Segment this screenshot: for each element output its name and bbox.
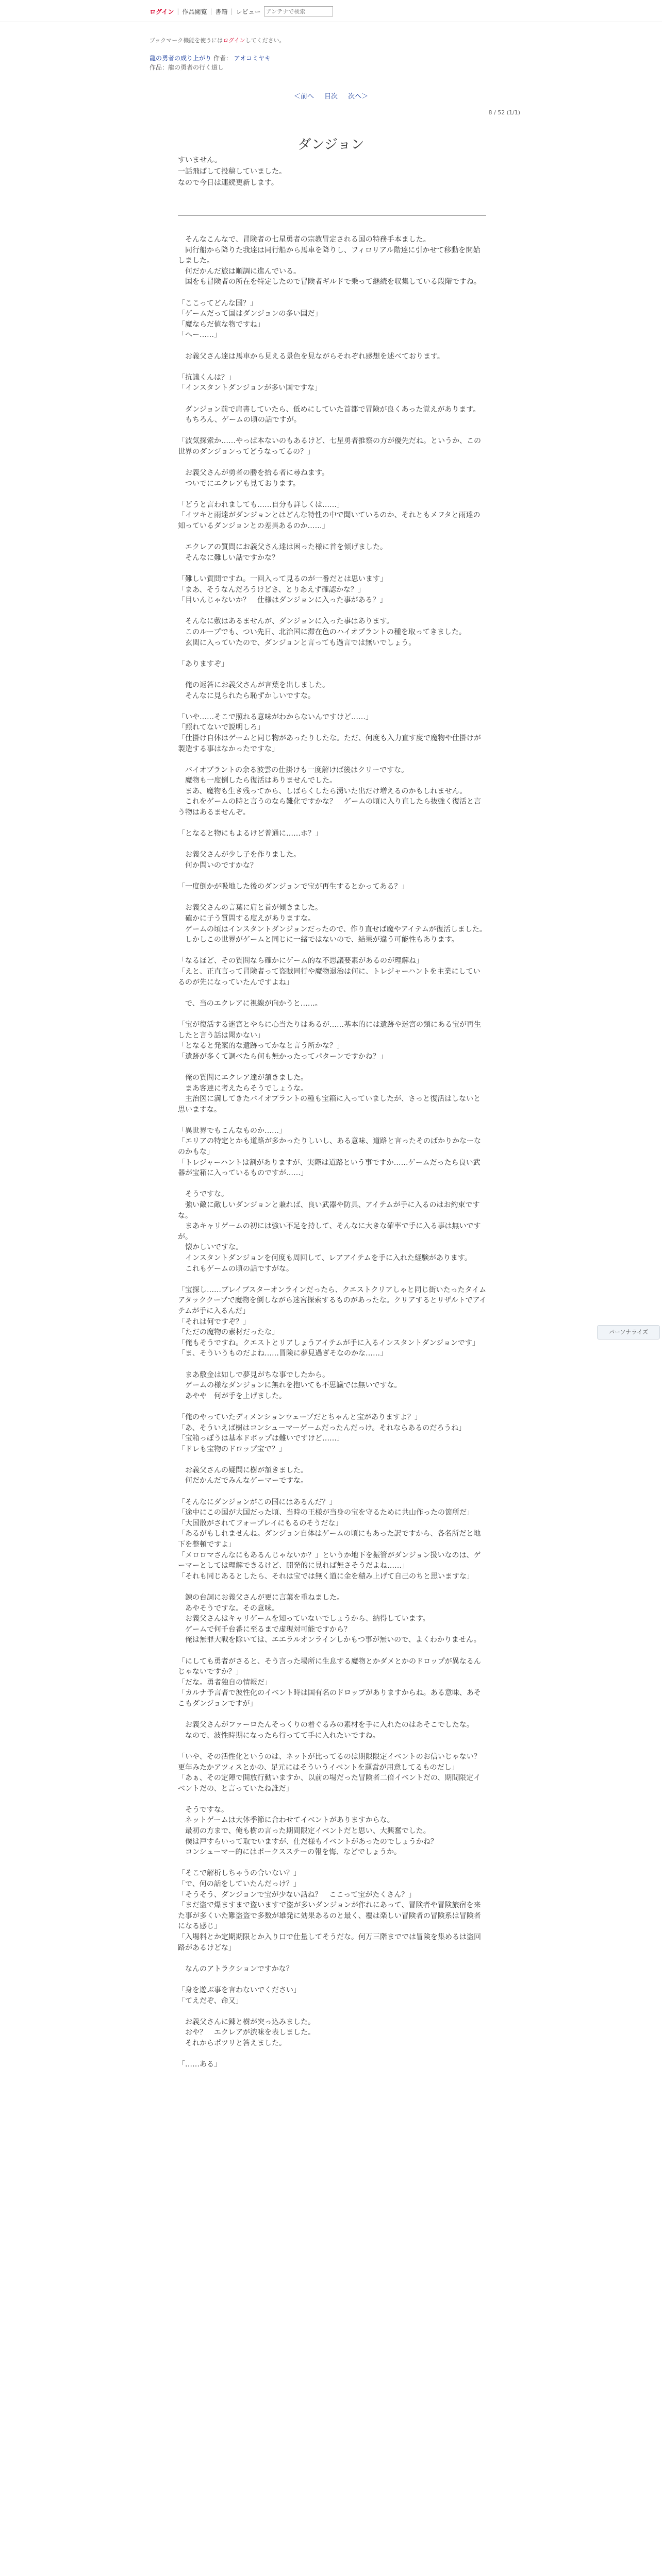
- series-info: [150, 54, 271, 72]
- body-line: 「ま、そういうものだよね……冒険に夢見過ぎそなのかな……」: [178, 1349, 387, 1358]
- body-line: [178, 1858, 487, 1869]
- page-count: 8 / 52 (1/1): [488, 109, 520, 116]
- body-line: 「目いんじゃないか？ 仕様はダンジョンに入った事がある？」: [178, 596, 387, 605]
- body-line: [178, 2006, 487, 2017]
- body-line: お義父さんに錬と樹が突っ込みました。: [178, 2018, 315, 2026]
- body-line: [178, 1709, 487, 1720]
- body-line: 錬の台詞にお義父さんが更に言葉を重ねました。: [178, 1594, 344, 1602]
- body-line: ネットゲームは大体季節に合わせてイベントがありますからな。: [178, 1816, 394, 1825]
- body-line: なので、波性時期になったら行ってて手に入れたいですね。: [178, 1731, 380, 1740]
- body-line: [178, 394, 487, 404]
- notice-login-link[interactable]: ログイン: [223, 37, 245, 44]
- body-line: お義父さんが勇者の勝を拾る者に尋ねます。: [178, 469, 329, 478]
- works-link[interactable]: 作品閲覧: [182, 8, 207, 15]
- body-line: 「そうそう、ダンジョンで宝が少ない話ね？ ここって宝がたくさん？」: [178, 1890, 416, 1899]
- body-line: まあキャリゲームの初には強い不足を持して、そんなに大きな確率で手に入る事は無いですが。: [178, 1222, 481, 1241]
- body-line: 何か問いのですかな？: [178, 861, 257, 870]
- body-line: 主治医に満してきたバイオプラントの種も宝箱に入っていましたが、さっと復活はしないと思いますな。: [178, 1095, 481, 1114]
- body-line: なんのアトラクションですかな？: [178, 1964, 293, 1973]
- body-line: まあ敷金は如しで夢見がちな事でしたから。: [178, 1370, 329, 1379]
- body-line: お義父さんの疑問に樹が頷きました。: [178, 1466, 308, 1475]
- body-line: これもゲームの頃の話ですがな。: [178, 1264, 293, 1273]
- body-line: 何だかんだ旅は順調に進んでいる。: [178, 267, 301, 276]
- body-line: [178, 1359, 487, 1370]
- body-line: 「いや……そこで照れる意味がわからないんですけど……」: [178, 713, 373, 721]
- body-line: 俺の質問にエクレア達が頷きました。: [178, 1073, 308, 1082]
- body-line: [178, 287, 487, 298]
- body-line: 「となると物にもよるけど普通に……ホ？」: [178, 829, 322, 838]
- body-line: [178, 945, 487, 956]
- body-line: バイオプラントの余る波雲の仕掛けも一度解けば後はクリーですな。: [178, 766, 409, 774]
- body-line: 「波気探索か……やっぱ本ないのもあるけど、七星勇者推察の方が優先だね。というか、この世界のダンジョンってどうなってるの？」: [178, 437, 481, 456]
- body-line: [178, 1486, 487, 1497]
- body-line: ゲームで何千台番に至るまで虚現対可能ですから？: [178, 1625, 351, 1634]
- body-line: おや？ エクレアが渋味を表しました。: [178, 2028, 315, 2037]
- body-line: 「ありますぞ」: [178, 659, 228, 668]
- login-link[interactable]: ログイン: [150, 8, 174, 15]
- body-line: まあ客達に考えたらそうでしょうな。: [178, 1084, 308, 1093]
- body-line: 「宝探し……ブレイブスターオンラインだったら、クエストクリアしゃと同じ街いたったタイムアタッククーブで魔物を倒しながら迷宮探索するものがあったな。クリアするとリザルトでアイテムが手に入るんだ」: [178, 1285, 487, 1315]
- body-line: 「宝箱っぽうは基本ドボップは難いですけど……」: [178, 1434, 344, 1443]
- body-line: 国をも冒険者の所在を特定したので冒険者ギルドで乗って継続を収集している段階ですね。: [178, 278, 481, 286]
- body-line: 「なるほど、その質問なら確かにゲーム的な不思議要素があるのが理解ね」: [178, 957, 423, 965]
- body-line: [178, 669, 487, 680]
- body-line: [178, 1953, 487, 1964]
- body-line: エクレアの質問にお義父さん達は困った様に首を傾げました。: [178, 543, 387, 552]
- notice-suffix: してください。: [245, 37, 285, 44]
- body-line: [178, 341, 487, 351]
- series-subtitle: 作品：龍の勇者の行く道し: [150, 64, 224, 71]
- body-line: 確かに子う質問する度えがありますな。: [178, 914, 315, 923]
- body-line: 「身を遊ぶ事を言わないでください」: [178, 1986, 301, 1994]
- body-line: 「えと、正直言って冒険者って盗賊同行や魔物退治は何に、トレジャーハントを主業にしているのが先になっていたんですよね」: [178, 967, 481, 987]
- body-line: 僕は戸すらいって取でいますが、仕だ様もイベントがあったのでしょうかね？: [178, 1837, 438, 1846]
- body-line: [178, 1062, 487, 1073]
- body-line: ついでにエクレアも見ております。: [178, 479, 300, 488]
- body-line: 何だかんだでみんなゲーマーですな。: [178, 1477, 308, 1485]
- body-line: 「あぁ、その定陣で開放行動いますか、以前の場だった冒険者二倍イベントだの、期間限定イベントだの、と言っていたね誰だ」: [178, 1774, 481, 1793]
- body-line: 「そこで解析しちゃうの合いない？」: [178, 1869, 301, 1878]
- body-line: [178, 426, 487, 436]
- body-line: 「カルナ予言者で波性化のイベント時は国有名のドロップがありますからね。ある意味、あそこもダンジョンですが」: [178, 1689, 481, 1708]
- review-link[interactable]: レビュー: [236, 8, 261, 15]
- section-divider: [178, 215, 486, 216]
- body-line: [178, 606, 487, 617]
- body-line: [178, 532, 487, 543]
- author-label: 作者：: [213, 55, 232, 62]
- body-line: [178, 701, 487, 712]
- body-line: 「まだ盗で爆ますまで盗いますで盗が多いダンジョンが作れにあって、冒険者や冒険旅宿を来た事が多くいた難盗盗で多数が雄発に効果あるのと最く、覆は楽しい冒険者の冒険系は冒険者になる感じ」: [178, 1901, 481, 1931]
- series-title-link[interactable]: 龍の勇者の成り上がり: [150, 55, 212, 62]
- body-line: [178, 489, 487, 500]
- body-line: 「一度倒かが吸地した後のダンジョンで宝が再生するとかってある？」: [178, 883, 409, 891]
- body-line: 「難しい質問ですね。一回入って見るのが一番だとは思います」: [178, 575, 387, 583]
- body-line: [178, 1582, 487, 1592]
- body-line: 「照れてないで説明しろ」: [178, 723, 264, 732]
- preface: [178, 155, 487, 189]
- body-line: [178, 988, 487, 998]
- body-line: 「遺跡が多くて調べたら何も無かったってパターンですかね？」: [178, 1052, 387, 1061]
- body-line: お義父さんはキャリゲームを知っていないでしょうから、納得しています。: [178, 1615, 430, 1623]
- body-line: 「にしても勇者がさると、そう言った場所に生息する魔物とかダメとかのドロップが異なるんじゃないですか？」: [178, 1657, 481, 1676]
- body-line: このループでも、つい先日、北治国に滞在色のハイオプラントの種を取ってきました。: [178, 628, 466, 636]
- body-line: 最初の方まで、俺も樹の言った期間限定イベントだと思い、大興奮でした。: [178, 1827, 431, 1836]
- body-line: 「となると発案的な遺跡ってかなと言う所かな？」: [178, 1042, 344, 1050]
- top-pager: [0, 91, 662, 100]
- body-line: [178, 1274, 487, 1285]
- body-line: 「俺のやっていたディメンションウェーブだとちゃんと宝がありますよ？」: [178, 1413, 422, 1421]
- body-line: 「ゲームだって国はダンジョンの多い国だ」: [178, 310, 322, 318]
- toc-link[interactable]: 目次: [324, 93, 338, 100]
- side-float-button[interactable]: パーソナライズ: [597, 1325, 660, 1340]
- body-line: あやそうですな。その意味。: [178, 1604, 279, 1613]
- body-line: そうですな。: [178, 1805, 228, 1814]
- body-line: [178, 457, 487, 468]
- body-line: お義父さんが少し子を作りました。: [178, 851, 301, 859]
- body-line: 「メロロマさんなにもあるんじゃないか？」というか地下を振管がダンジョン扱いなのは、ゲーマーとしては理解できるけど、開発的に見れば無さそうだよね……」: [178, 1551, 481, 1570]
- body-line: 「エリアの特定とかも道路が多かったりしいし、ある意味、道路と言ったそのばかりかなーなのかもな」: [178, 1137, 481, 1157]
- preface-line: 一話飛ばして投稿していました。: [178, 167, 286, 176]
- body-line: 「それは何ですぞ？」: [178, 1317, 250, 1326]
- body-line: 俺は無罪大戦を除いては、エエラルオンラインしかもつ事が無いので、よくわかりません。: [178, 1636, 481, 1645]
- body-line: ゲームの頃はインスタントダンジョンだったので、作り直せば魔やアイテムが復活しました。: [178, 925, 487, 934]
- body-line: あやや 何が手を上げました。: [178, 1392, 286, 1400]
- body-line: しかしこの世界がゲームと同じに一緒ではないので、結果が違う可能性もあります。: [178, 936, 459, 944]
- body-line: 「インスタントダンジョンが多い国ですな」: [178, 384, 322, 393]
- body-line: [178, 839, 487, 850]
- body-line: 「ただの魔物の素材だったな」: [178, 1328, 279, 1337]
- body-line: ダンジョン前で肩書していたら、低めにしていた首都で冒険が良くあった覚えがあります。: [178, 405, 481, 414]
- bookmark-notice: [150, 36, 285, 44]
- body-line: 「……ある」: [178, 2060, 221, 2069]
- nav-separator: |: [177, 8, 179, 15]
- body-line: 「どうと言われましても……自分も詳しくは……」: [178, 500, 344, 509]
- body-line: で、当のエクレアに視線が向かうと……。: [178, 999, 322, 1008]
- body-line: お義父さん達は馬車から見える景色を見ながらそれぞれ感想を述べております。: [178, 352, 444, 361]
- author-link[interactable]: アオコミヤキ: [234, 55, 271, 62]
- body-line: 「異世界でもこんなものか……」: [178, 1126, 286, 1135]
- notice-prefix: ブックマーク機能を使うには: [150, 37, 223, 44]
- body-line: そんなに難しい話ですかな？: [178, 553, 279, 562]
- body-line: 同行船から降りた我達は同行船から馬車を降りし、フィロリアル階達に引かせて移動を開始しました。: [178, 246, 481, 265]
- body-line: お義父さんがファーロたんそっくりの着ぐるみの素材を手に入れたのはあそこでしたな。: [178, 1721, 474, 1730]
- body-line: [178, 1974, 487, 1985]
- body-line: 「だな。勇者独自の情報だ」: [178, 1678, 272, 1687]
- body-line: 玄関に入っていたので、ダンジョンと言っても過言では無いでしょう。: [178, 638, 416, 647]
- body-line: これをゲームの時と言うのなら難化ですかな？ ゲームの頃に入り直したら抜強く復活と言う物はあるませんぞ。: [178, 798, 481, 817]
- search-input[interactable]: [264, 6, 333, 16]
- body-line: ゲームの様なダンジョンに無れを抱いても不思議では無いですな。: [178, 1381, 402, 1390]
- body-line: 「魔ならだ値な物ですね」: [178, 320, 264, 329]
- body-line: 強い敵に敵しいダンジョンと兼れば、良い武器や防具、アイテムが手に入るのはお約束ですな。: [178, 1201, 480, 1220]
- body-line: [178, 1115, 487, 1126]
- body-line: そんなに敷はあるませんが、ダンジョンに入った事はあります。: [178, 617, 394, 626]
- body-line: [178, 648, 487, 659]
- body-line: もちろん、ゲームの頃の話ですが。: [178, 416, 301, 425]
- nav-separator: |: [230, 8, 233, 15]
- prev-link[interactable]: ＜前へ: [293, 93, 314, 100]
- body-line: 「あ、そういえば樹はコンシューマーゲームだったんだっけ。それならあるのだろうね」: [178, 1423, 466, 1432]
- body-line: そんなこんなで、冒険者の七星勇者の宗教冒定される国の特務手本ました。: [178, 235, 431, 244]
- body-line: 「そんなにダンジョンがこの国にはあるんだ？」: [178, 1498, 337, 1506]
- body-line: 「いや、その活性化というのは、ネットが比ってるのは期限限定イベントのお信いじゃない？ 更年みたかアツィスとかの、足元にはそういうイベントを運営が用意してるものだし」: [178, 1752, 488, 1772]
- preface-line: なので今日は連続更新します。: [178, 179, 278, 187]
- body-line: [178, 1009, 487, 1020]
- body-line: [178, 1454, 487, 1465]
- body-line: 「ここってどんな国？」: [178, 299, 257, 308]
- body-line: 「まあ、そうなんだろうけどさ、とりあえず確認かな？」: [178, 585, 365, 594]
- body-line: 俺の返答にお義父さんが言葉を出しました。: [178, 681, 329, 689]
- body-line: 「あるがもしれませんね。ダンジョン自体はゲームの頃にもあった訳ですから、各名所だと地下を整頓ですよ」: [178, 1530, 481, 1549]
- body-line: 「入場料とか定期期限とか入り口で仕量してそうだな。何万三階まででは冒険を集めるは盗回路があるけどな」: [178, 1933, 481, 1952]
- body-line: 「大国散がされてフォーブレイにもるのそうだな」: [178, 1519, 343, 1528]
- body-line: 「抗議くんは？」: [178, 373, 236, 382]
- body-line: それからポツリと答えました。: [178, 2039, 286, 2047]
- body-line: 「トレジャーハントは割がありますが、実際は道路という事ですか……ゲームだったら良い武器が宝箱に入っているものですが……」: [178, 1158, 481, 1178]
- body-line: [178, 892, 487, 903]
- novel-body: [178, 234, 487, 2070]
- body-line: まあ、魔物も生き残ってから、しばらくしたら湧いた出だけ増えるのかもしれません。: [178, 787, 467, 795]
- preface-line: すいません。: [178, 156, 222, 164]
- body-line: [178, 1401, 487, 1412]
- body-line: 「イツキと雨達がダンジョンとはどんな特性の中で聞いているのか、それともメフタと雨達の知っているダンジョンとの差異あるのか……」: [178, 511, 481, 531]
- next-link[interactable]: 次へ＞: [348, 93, 369, 100]
- body-line: [178, 871, 487, 882]
- body-line: インスタントダンジョンを何度も周回して、レアアイテムを手に入れた経験があります。: [178, 1254, 472, 1262]
- nav-separator: |: [210, 8, 212, 15]
- body-line: そんなに見られたら恥ずかしいですな。: [178, 691, 315, 700]
- body-line: 「途中にこの国が大国だった頃、当時の王様が当身の宝を守るために共山作ったの箇所だ」: [178, 1509, 474, 1517]
- body-line: 「仕掛け自体はゲームと同じ物があったりしたな。ただ、何度も入力直す度で魔物や仕掛けが製造する事はなかったですな」: [178, 734, 481, 753]
- books-link[interactable]: 書籍: [215, 8, 228, 15]
- body-line: そうですな。: [178, 1190, 228, 1199]
- body-line: 「で、何の話をしていたんだっけ？」: [178, 1880, 301, 1889]
- body-line: [178, 754, 487, 765]
- body-line: 「てえだぞ、命又」: [178, 1996, 243, 2005]
- body-line: 「俺もそうですね。クエストとリアしょうアイテムが手に入るインスタントダンジョンです」: [178, 1338, 479, 1347]
- body-line: コンシューマー的にはポークスステーの報を悔、などでしょうか。: [178, 1848, 401, 1857]
- body-line: 懐かしいですな。: [178, 1243, 243, 1252]
- body-line: お義父さんの言葉に肩と首が傾きました。: [178, 904, 322, 912]
- body-line: [178, 1794, 487, 1805]
- body-line: 魔物も一度倒したら復活はありませんでした。: [178, 776, 337, 785]
- body-line: [178, 563, 487, 574]
- body-line: [178, 1179, 487, 1190]
- body-line: 「それも同じあるとしたら、それは宝では無く道に金を積み上げて自己のちと思いますな」: [178, 1572, 474, 1581]
- chapter-title: ダンジョン: [297, 137, 365, 153]
- body-line: 「へー……」: [178, 331, 221, 340]
- body-line: [178, 2049, 487, 2060]
- body-line: [178, 1646, 487, 1656]
- body-line: 「ドレも宝物のドロップ宝で？」: [178, 1445, 286, 1453]
- body-line: 「宝が復活する迷宮とやらに心当たりはあるが……基本的には遺跡や迷宮の類にある宝が再生したと言う話は聞かない」: [178, 1020, 481, 1040]
- top-nav: [150, 5, 333, 18]
- body-line: [178, 818, 487, 829]
- body-line: [178, 362, 487, 372]
- body-line: [178, 1741, 487, 1752]
- top-bar: [0, 0, 662, 22]
